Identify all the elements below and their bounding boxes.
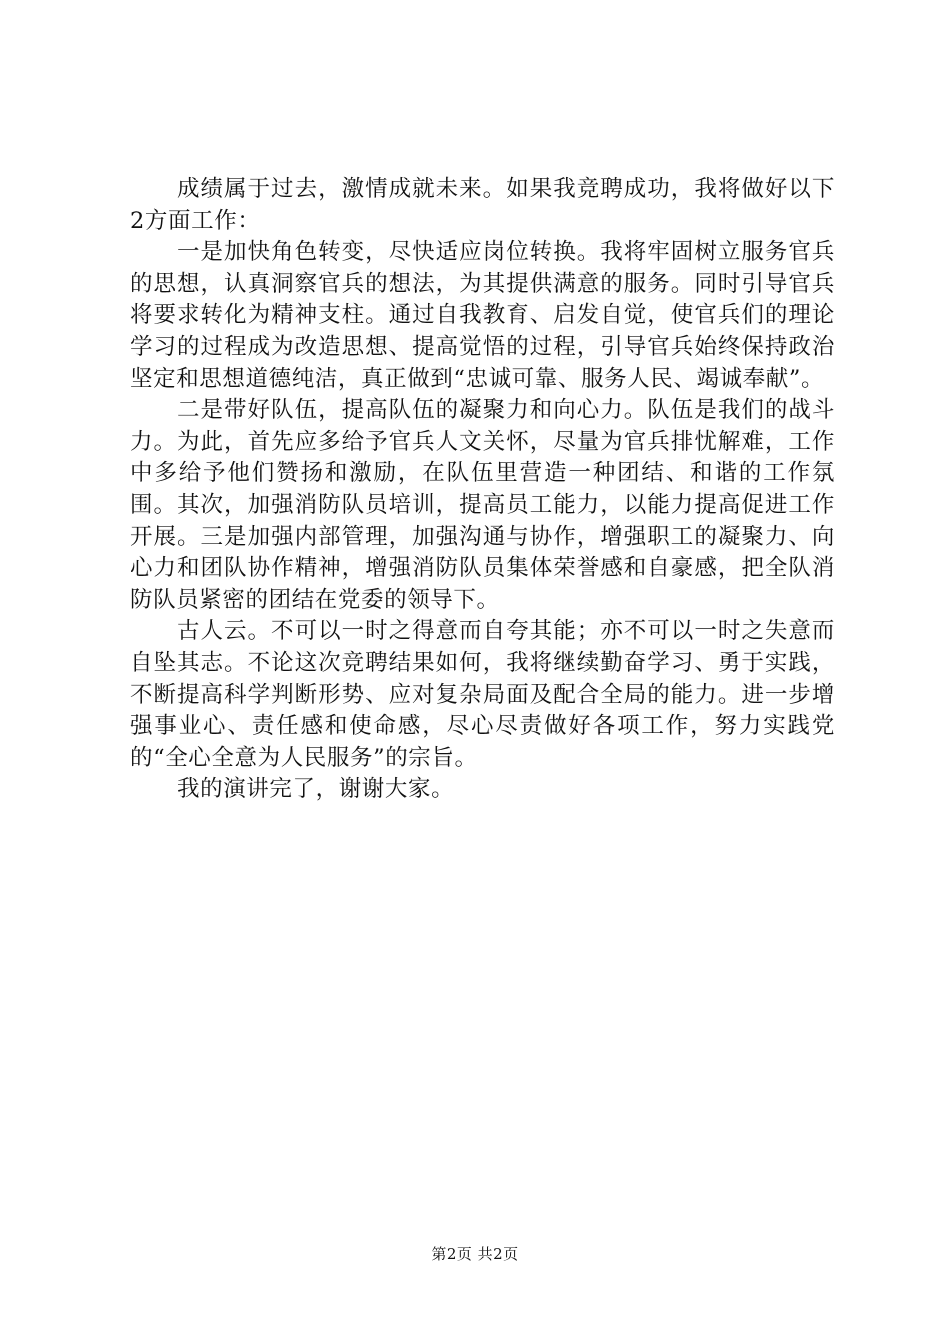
paragraph-intro: 成绩属于过去，激情成就未来。如果我竞聘成功，我将做好以下2方面工作： bbox=[130, 176, 835, 234]
page-number-footer: 第2页 共2页 bbox=[431, 1245, 519, 1263]
paragraph-closing: 我的演讲完了，谢谢大家。 bbox=[177, 776, 455, 803]
document-body bbox=[130, 174, 835, 806]
paragraph-role-change: 一是加快角色转变，尽快适应岗位转换。我将牢固树立服务官兵的思想，认真洞察官兵的想法，为其提供满意的服务。同时引导官兵将要求转化为精神支柱。通过自我教育、启发自觉，使官兵们的理论学习的过程成为改造思想、提高觉悟的过程，引导官兵始终保持政治坚定和思想道德纯洁，真正做到“忠诚可靠、服务人民、竭诚奉献”。 bbox=[130, 239, 835, 392]
paragraph-resolve: 古人云。不可以一时之得意而自夸其能；亦不可以一时之失意而自坠其志。不论这次竞聘结果如何，我将继续勤奋学习、勇于实践，不断提高科学判断形势、应对复杂局面及配合全局的能力。进一步增强事业心、责任感和使命感，尽心尽责做好各项工作，努力实践党的“全心全意为人民服务”的宗旨。 bbox=[130, 618, 835, 771]
paragraph-team-building: 二是带好队伍，提高队伍的凝聚力和向心力。队伍是我们的战斗力。为此，首先应多给予官兵人文关怀，尽量为官兵排忧解难，工作中多给予他们赞扬和激励，在队伍里营造一种团结、和谐的工作氛围。其次，加强消防队员培训，提高员工能力，以能力提高促进工作开展。三是加强内部管理，加强沟通与协作，增强职工的凝聚力、向心力和团队协作精神，增强消防队员集体荣誉感和自豪感，把全队消防队员紧密的团结在党委的领导下。 bbox=[130, 397, 835, 613]
